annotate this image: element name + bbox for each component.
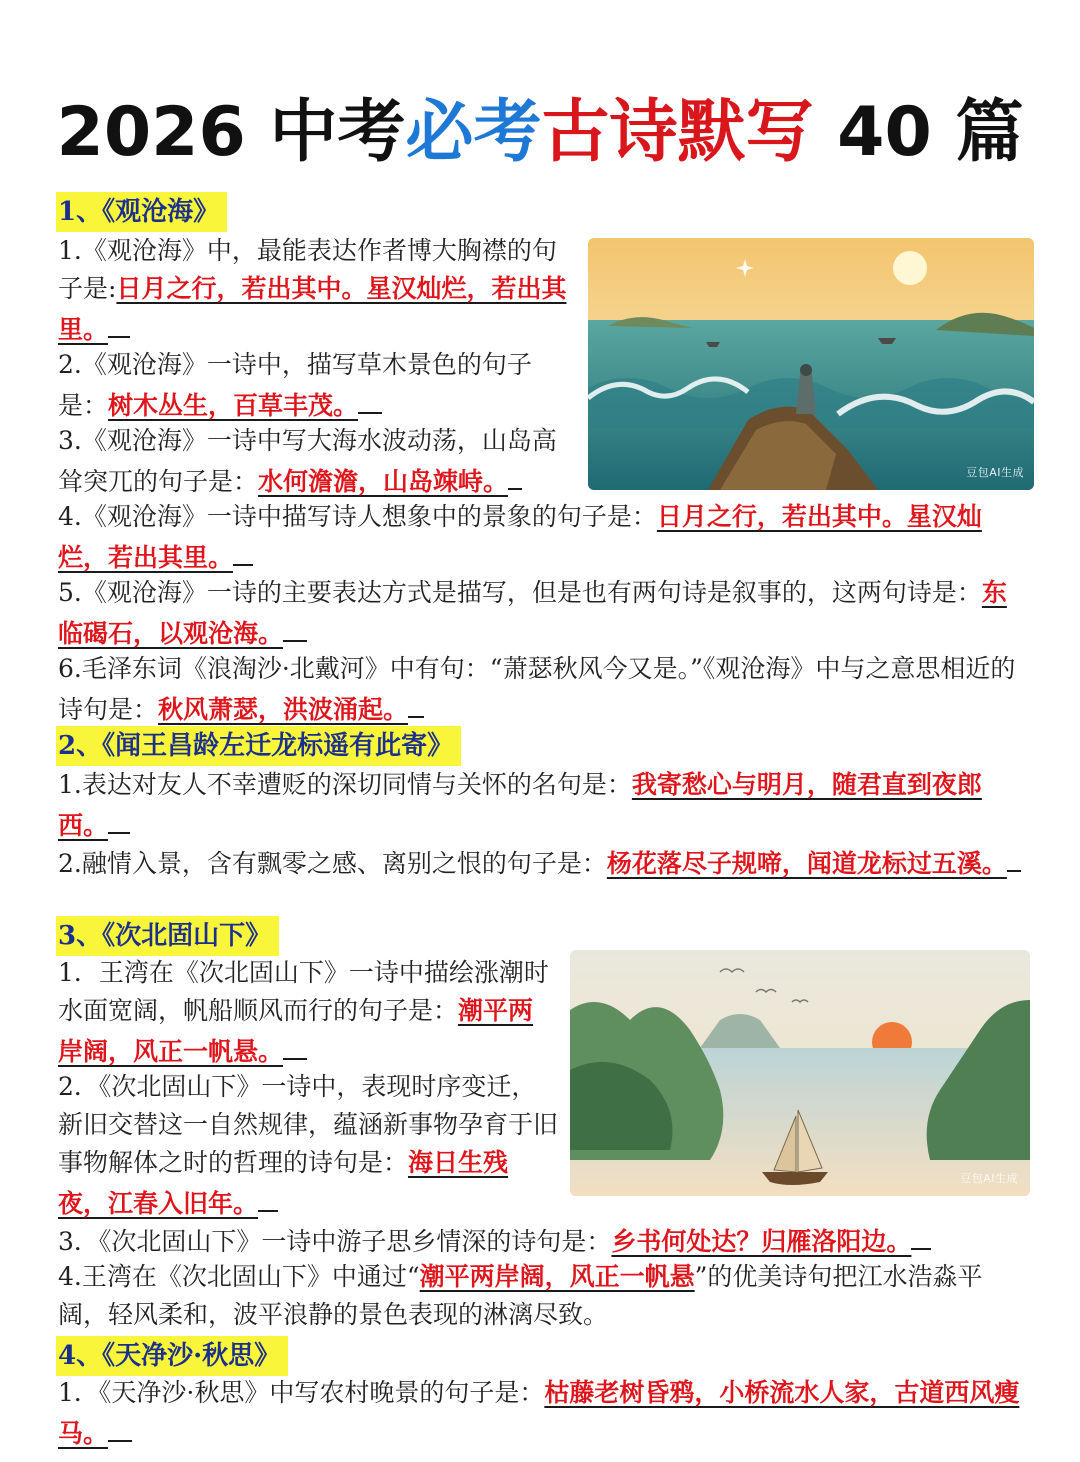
question-text: 3.《观沧海》一诗中写大海水波动荡，山岛高耸突兀的句子是： <box>58 426 557 496</box>
page-title <box>0 88 1080 178</box>
sea-illustration <box>588 238 1034 490</box>
sea-illustration-drawing <box>588 238 1034 490</box>
question-3-4 <box>58 1258 1030 1334</box>
fill-line <box>283 1030 307 1060</box>
answer-text: 乡书何处达？归雁洛阳边。 <box>611 1227 912 1256</box>
river-illustration-drawing <box>570 950 1030 1196</box>
question-text: 3．《次北固山下》一诗中游子思乡情深的诗句是： <box>58 1227 612 1256</box>
image-watermark: 豆包AI生成 <box>960 1172 1018 1185</box>
answer-text: 海日生残夜，江春入旧年。 <box>58 1148 509 1218</box>
answer-text: 水何澹澹，山岛竦峙。 <box>258 467 509 496</box>
fill-line <box>508 460 522 490</box>
question-text: 4.王湾在《次北固山下》中通过“ <box>58 1262 420 1291</box>
river-illustration <box>570 950 1030 1196</box>
fill-line <box>108 804 130 834</box>
question-text: 1.表达对友人不幸遭贬的深切同情与关怀的名句是： <box>58 770 632 799</box>
section-heading-tian-jing-sha: 4、《天净沙·秋思》 <box>56 1336 288 1376</box>
question-text: 2.《观沧海》一诗中，描写草木景色的句子是： <box>58 350 532 420</box>
answer-text: 日月之行，若出其中。星汉灿烂，若出其里。 <box>58 502 982 572</box>
fill-line <box>283 612 307 642</box>
fill-line <box>408 688 424 718</box>
answer-text: 杨花落尽子规啼，闻道龙标过五溪。 <box>606 849 1007 878</box>
sun-icon <box>893 251 927 285</box>
question-text: 2．《次北固山下》一诗中，表现时序变迁，新旧交替这一自然规律，蕴涵新事物孕育于旧事物解体之时的哲理的诗句是： <box>58 1072 559 1177</box>
title-part-3: 古诗默写 <box>541 93 814 172</box>
question-1-3 <box>58 422 578 501</box>
question-text: 4.《观沧海》一诗中描写诗人想象中的景象的句子是： <box>58 502 657 531</box>
question-text: 1．王湾在《次北固山下》一诗中描绘涨潮时水面宽阔，帆船顺风而行的句子是： <box>58 958 549 1025</box>
fill-line <box>358 384 382 414</box>
question-text: 6.毛泽东词《浪淘沙·北戴河》中有句：“萧瑟秋风今又是。”《观沧海》中与之意思相近的诗句是： <box>58 654 1016 724</box>
answer-text: 我寄愁心与明月，随君直到夜郎西。 <box>58 770 982 840</box>
question-1-1 <box>58 232 578 349</box>
section-heading-guan-cang-hai: 1、《观沧海》 <box>56 192 227 232</box>
title-part-1: 2026 中考 <box>56 93 406 172</box>
fill-line <box>1007 842 1021 872</box>
question-text: 2.融情入景，含有飘零之感、离别之恨的句子是： <box>58 849 607 878</box>
question-3-3 <box>58 1220 1030 1261</box>
question-1-5 <box>58 574 1030 653</box>
fill-line <box>108 308 130 338</box>
title-part-4: 40 篇 <box>813 93 1024 172</box>
question-3-2 <box>58 1068 558 1223</box>
title-part-2: 必考 <box>405 93 542 172</box>
fill-line <box>258 1182 278 1212</box>
answer-text: 潮平两岸阔，风正一帆悬。 <box>58 996 534 1066</box>
question-2-1 <box>58 766 1030 845</box>
section-heading-wen-wang-changling: 2、《闻王昌龄左迁龙标遥有此寄》 <box>56 726 461 766</box>
question-3-1 <box>58 954 558 1071</box>
answer-text: 秋风萧瑟，洪波涌起。 <box>158 695 409 724</box>
question-1-2 <box>58 346 578 425</box>
fill-line <box>233 536 253 566</box>
question-text: 1．《天净沙·秋思》中写农村晚景的句子是： <box>58 1378 545 1407</box>
question-1-6 <box>58 650 1030 729</box>
question-1-4 <box>58 498 1030 577</box>
answer-text: 枯藤老树昏鸦，小桥流水人家，古道西风瘦马。 <box>58 1378 1020 1448</box>
question-text: 5.《观沧海》一诗的主要表达方式是描写，但是也有两句诗是叙事的，这两句诗是： <box>58 578 982 607</box>
answer-text: 树木丛生，百草丰茂。 <box>108 391 359 420</box>
question-4-1 <box>58 1374 1030 1453</box>
image-watermark: 豆包AI生成 <box>966 466 1024 479</box>
answer-text: 潮平两岸阔，风正一帆悬 <box>419 1262 695 1291</box>
fill-line <box>911 1220 931 1250</box>
question-text: 1.《观沧海》中，最能表达作者博大胸襟的句子是: <box>58 236 557 303</box>
question-text-after: ”的优美诗句把江水浩淼平阔，轻风柔和，波平浪静的景色表现的淋漓尽致。 <box>58 1262 983 1329</box>
answer-text: 东临碣石，以观沧海。 <box>58 578 1007 648</box>
fill-line <box>108 1412 132 1442</box>
question-2-2 <box>58 842 1030 883</box>
answer-text: 日月之行，若出其中。星汉灿烂，若出其里。 <box>58 274 567 344</box>
section-heading-ci-bei-gu-shan-xia: 3、《次北固山下》 <box>56 916 279 956</box>
